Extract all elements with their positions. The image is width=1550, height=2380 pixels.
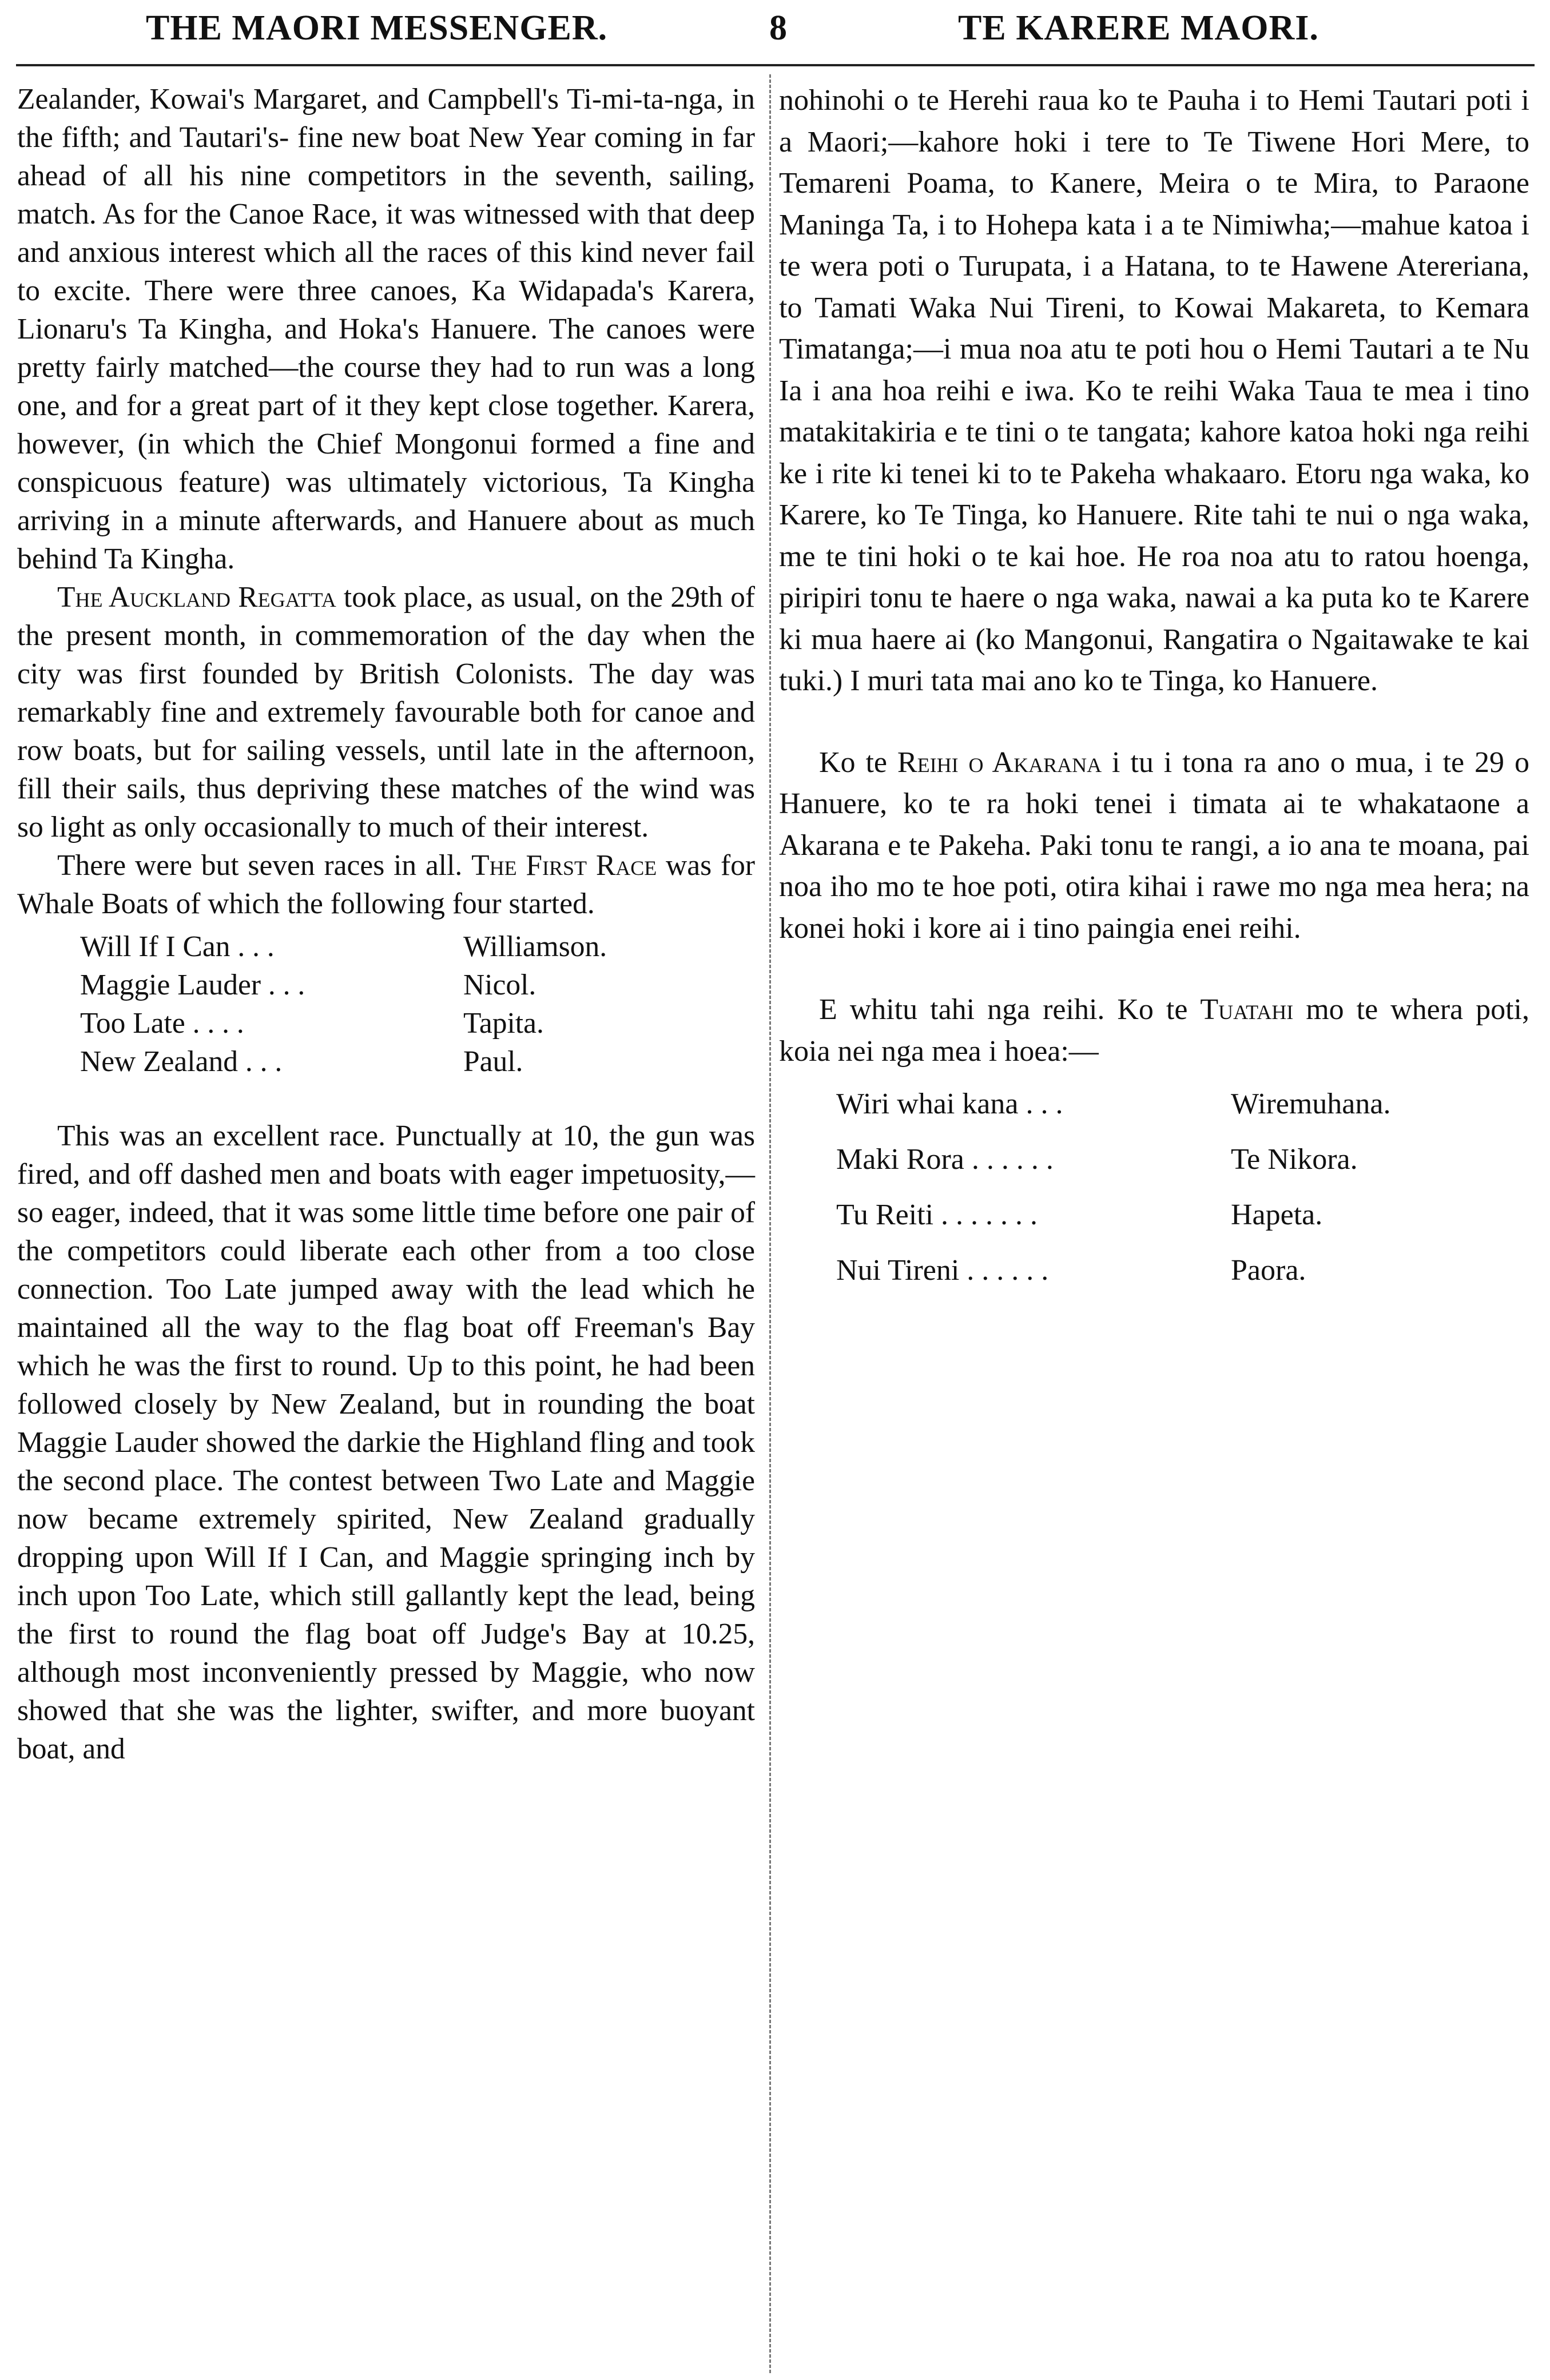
- page-number: 8: [769, 9, 788, 47]
- english-paragraph-4: This was an excellent race. Punctually at 10, the gun was fired, and off dashed men and boats with eager impetuosity,—so eager, indeed, that it was some little time before one pair of the competitors could liberate each other from a too close connection. Too Late jumped away with the lead which he maintained all the way to the flag boat off Freeman's Bay which he was the first to round. Up to this point, he had been followed closely by New Zealand, but in rounding the boat Maggie Lauder showed the darkie the Highland fling and took the second place. The contest between Two Late and Maggie now became extremely spirited, New Zealand gradually dropping upon Will If I Can, and Maggie springing inch by inch upon Too Late, which still gallantly kept the lead, being the first to round the flag boat off Judge's Bay at 10.25, although most inconveniently pressed by Maggie, who now showed that she was the lighter, swifter, and more buoyant boat, and: [17, 1120, 755, 1765]
- reihi-akarana-heading: Reihi o Akarana: [897, 746, 1102, 779]
- spacer: [779, 702, 1529, 742]
- maori-paragraph-2-text: i tu i tona ra ano o mua, i te 29 o Hanuere, ko te ra hoki tenei i timata ai te whakataone a Akarana e te Pakeha. Paki tonu te rangi, a io ana te moana, pai noa iho mo te hoe poti, otira kihai i rawe mo nga mea hera; na konei hoki i kore ai i tino paingia enei reihi.: [779, 746, 1529, 945]
- maori-boat-list: [779, 1077, 1529, 1299]
- masthead-english: THE MAORI MESSENGER.: [146, 9, 608, 47]
- english-paragraph-2-text: took place, as usual, on the 29th of the present month, in commemoration of the day when the city was first founded by British Colonists. The day was remarkably fine and extremely favourable both for canoe and row boats, but for sailing vessels, until late in the afternoon, fill their sails, thus depriving these matches of the wind was so light as only occasionally to much of their interest.: [17, 581, 755, 843]
- tuatahi-heading: Tuatahi: [1200, 993, 1294, 1026]
- boat-owner: Wiremuhana.: [1231, 1088, 1391, 1121]
- first-race-heading: The First Race: [471, 849, 657, 882]
- boat-owner: Paora.: [1231, 1254, 1306, 1287]
- boat-name: New Zealand . . .: [80, 1045, 283, 1078]
- boat-name: Tu Reiti . . . . . . .: [836, 1199, 1038, 1232]
- english-paragraph-3: [17, 846, 755, 923]
- column-divider: [769, 74, 771, 2373]
- list-item: [779, 1077, 1529, 1132]
- boat-name: Wiri whai kana . . .: [836, 1088, 1063, 1121]
- header-rule: [16, 64, 1535, 66]
- maori-paragraph-3-text: E whitu tahi nga reihi. Ko te: [819, 993, 1201, 1026]
- english-paragraph-1: Zealander, Kowai's Margaret, and Campbell's Ti-mi-ta-nga, in the fifth; and Tautari's- fine new boat New Year coming in far ahead of all his nine competitors in the seventh, sailing, match. As for the Canoe Race, it was witnessed with that deep and anxious interest which all the races of this kind never fail to excite. There were three canoes, Ka Widapada's Karera, Lionaru's Ta Kingha, and Hoka's Hanuere. The canoes were pretty fairly matched—the course they had to run was a long one, and for a great part of it they kept close together. Karera, however, (in which the Chief Mongonui formed a fine and conspicuous feature) was ultimately victorious, Ta Kingha arriving in a minute afterwards, and Hanuere about as much behind Ta Kingha.: [17, 83, 755, 575]
- spacer: [17, 1085, 755, 1117]
- list-item: [779, 1132, 1529, 1188]
- boat-name: Maki Rora . . . . . .: [836, 1143, 1054, 1176]
- boat-owner: Williamson.: [463, 930, 607, 963]
- english-boat-list: [17, 928, 755, 1081]
- maori-paragraph-2-a: Ko te: [819, 746, 897, 779]
- boat-owner: Paul.: [463, 1045, 523, 1078]
- english-paragraph-3-text: There were but seven races in all.: [57, 849, 472, 882]
- boat-owner: Tapita.: [463, 1007, 544, 1040]
- boat-name: Will If I Can . . .: [80, 930, 275, 963]
- boat-owner: Te Nikora.: [1231, 1143, 1358, 1176]
- list-item: [779, 1188, 1529, 1243]
- boat-owner: Hapeta.: [1231, 1199, 1323, 1232]
- auckland-regatta-heading: The Auckland Regatta: [57, 581, 336, 614]
- english-paragraph-3-end: was for Whale Boats of which the following four started.: [17, 849, 755, 920]
- list-item: [17, 966, 755, 1004]
- boat-name: Nui Tireni . . . . . .: [836, 1254, 1049, 1287]
- boat-name: Too Late . . . .: [80, 1007, 244, 1040]
- list-item: [17, 928, 755, 966]
- english-column: [17, 80, 755, 1768]
- maori-paragraph-3-end: mo te whera poti, koia nei nga mea i hoea:—: [779, 993, 1529, 1068]
- list-item: [779, 1243, 1529, 1299]
- spacer: [779, 949, 1529, 989]
- maori-paragraph-3: [779, 989, 1529, 1072]
- english-paragraph-2: [17, 578, 755, 846]
- masthead-maori: TE KARERE MAORI.: [958, 9, 1319, 47]
- boat-owner: Nicol.: [463, 969, 536, 1001]
- maori-paragraph-1: nohinohi o te Herehi raua ko te Pauha i to Hemi Tautari poti i a Maori;—kahore hoki i tere to Te Tiwene Hori Mere, to Temareni Poama, to Kanere, Meira o te Mira, to Paraone Maninga Ta, i to Hohepa kata i a te Nimiwha;—mahue katoa i te wera poti o Turupata, i a Hatana, to te Hawene Atereriana, to Tamati Waka Nui Tireni, to Kowai Makareta, to Kemara Timatanga;—i mua noa atu te poti hou o Hemi Tautari a te Nu Ia i ana hoa reihi e iwa. Ko te reihi Waka Taua te mea i tino matakitakiria e te tini o te tangata; kahore katoa hoki nga reihi ke i rite ki tenei ki to te Pakeha whakaaro. Etoru nga waka, ko Karere, ko Te Tinga, ko Hanuere. Rite tahi te nui o nga waka, me te tini hoki o te kai hoe. He roa noa atu to ratou hoenga, piripiri tonu te haere o nga waka, nawai a ka puta ko te Karere ki mua haere ai (ko Mangonui, Rangatira o Ngaitawake te kai tuki.) I muri tata mai ano ko te Tinga, ko Hanuere.: [779, 84, 1529, 697]
- maori-paragraph-2: [779, 742, 1529, 950]
- list-item: [17, 1004, 755, 1042]
- maori-column: [779, 80, 1529, 1303]
- boat-name: Maggie Lauder . . .: [80, 969, 305, 1001]
- list-item: [17, 1042, 755, 1081]
